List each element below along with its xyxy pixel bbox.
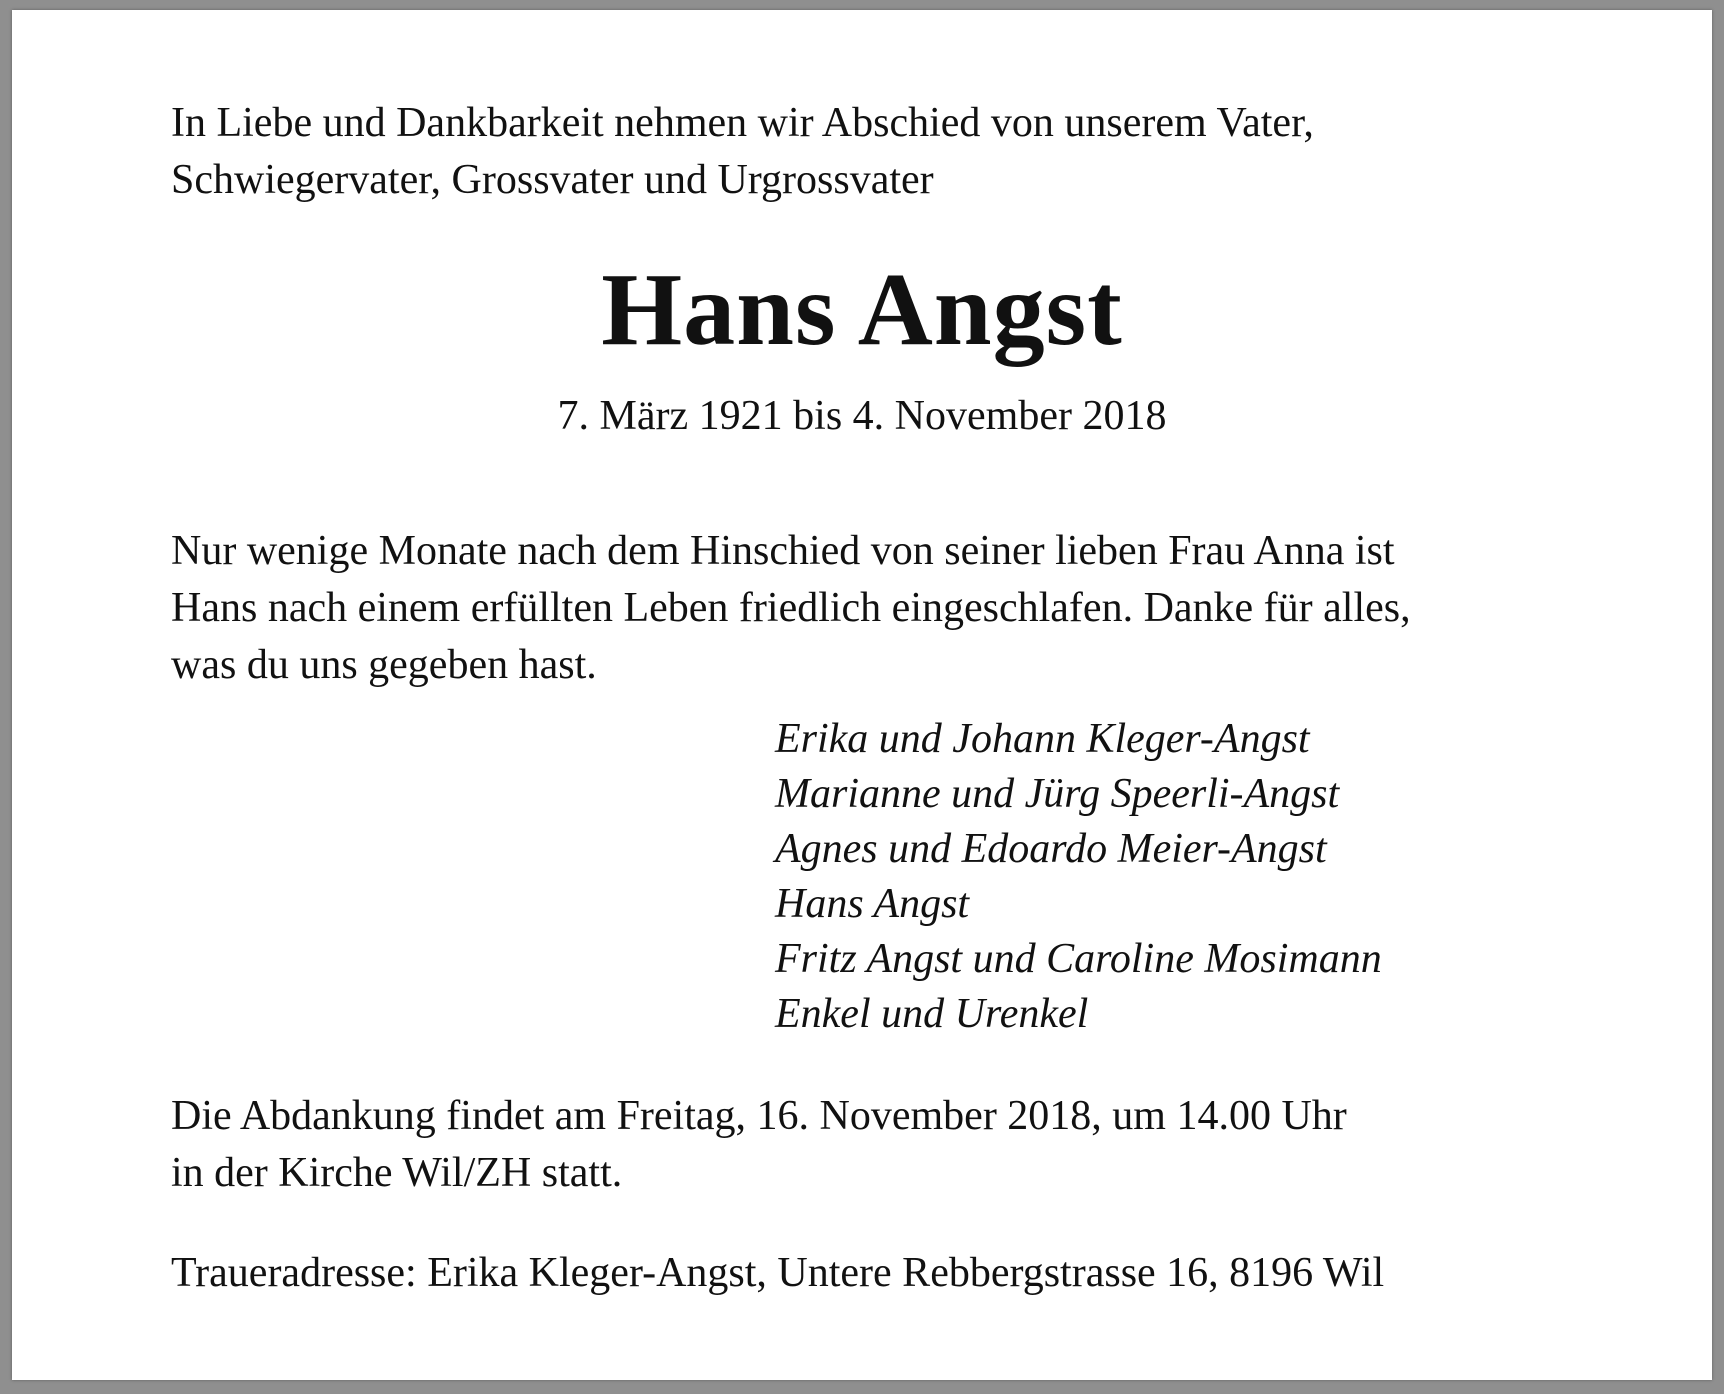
message-line: Hans nach einem erfüllten Leben friedlich eingeschlafen. Danke für alles, — [171, 585, 1411, 631]
message-text — [171, 523, 1411, 694]
deceased-name: Hans Angst — [601, 252, 1123, 367]
mourning-address — [171, 1245, 1384, 1302]
intro-text — [171, 95, 1314, 209]
service-line: in der Kirche Wil/ZH statt. — [171, 1150, 623, 1196]
service-info — [171, 1088, 1347, 1202]
message-line: Nur wenige Monate nach dem Hinschied von seiner lieben Frau Anna ist — [171, 528, 1395, 574]
service-line: Die Abdankung findet am Freitag, 16. November 2018, um 14.00 Uhr — [171, 1093, 1347, 1139]
life-dates: 7. März 1921 bis 4. November 2018 — [557, 393, 1167, 439]
intro-line: Schwiegervater, Grossvater und Urgrossvater — [171, 157, 934, 203]
mourner-entry: Hans Angst — [775, 881, 970, 927]
mourner-entry: Fritz Angst und Caroline Mosimann — [775, 936, 1382, 982]
message-line: was du uns gegeben hast. — [171, 642, 597, 688]
mourner-entry: Erika und Johann Kleger-Angst — [775, 716, 1310, 762]
intro-line: In Liebe und Dankbarkeit nehmen wir Abschied von unserem Vater, — [171, 100, 1314, 146]
mourners-list — [775, 712, 1382, 1042]
mourner-entry: Marianne und Jürg Speerli-Angst — [775, 771, 1340, 817]
mourner-entry: Agnes und Edoardo Meier-Angst — [775, 826, 1327, 872]
address-line: Traueradresse: Erika Kleger-Angst, Untere Rebbergstrasse 16, 8196 Wil — [171, 1250, 1385, 1296]
mourner-entry: Enkel und Urenkel — [775, 991, 1089, 1037]
obituary-notice — [12, 10, 1712, 1380]
